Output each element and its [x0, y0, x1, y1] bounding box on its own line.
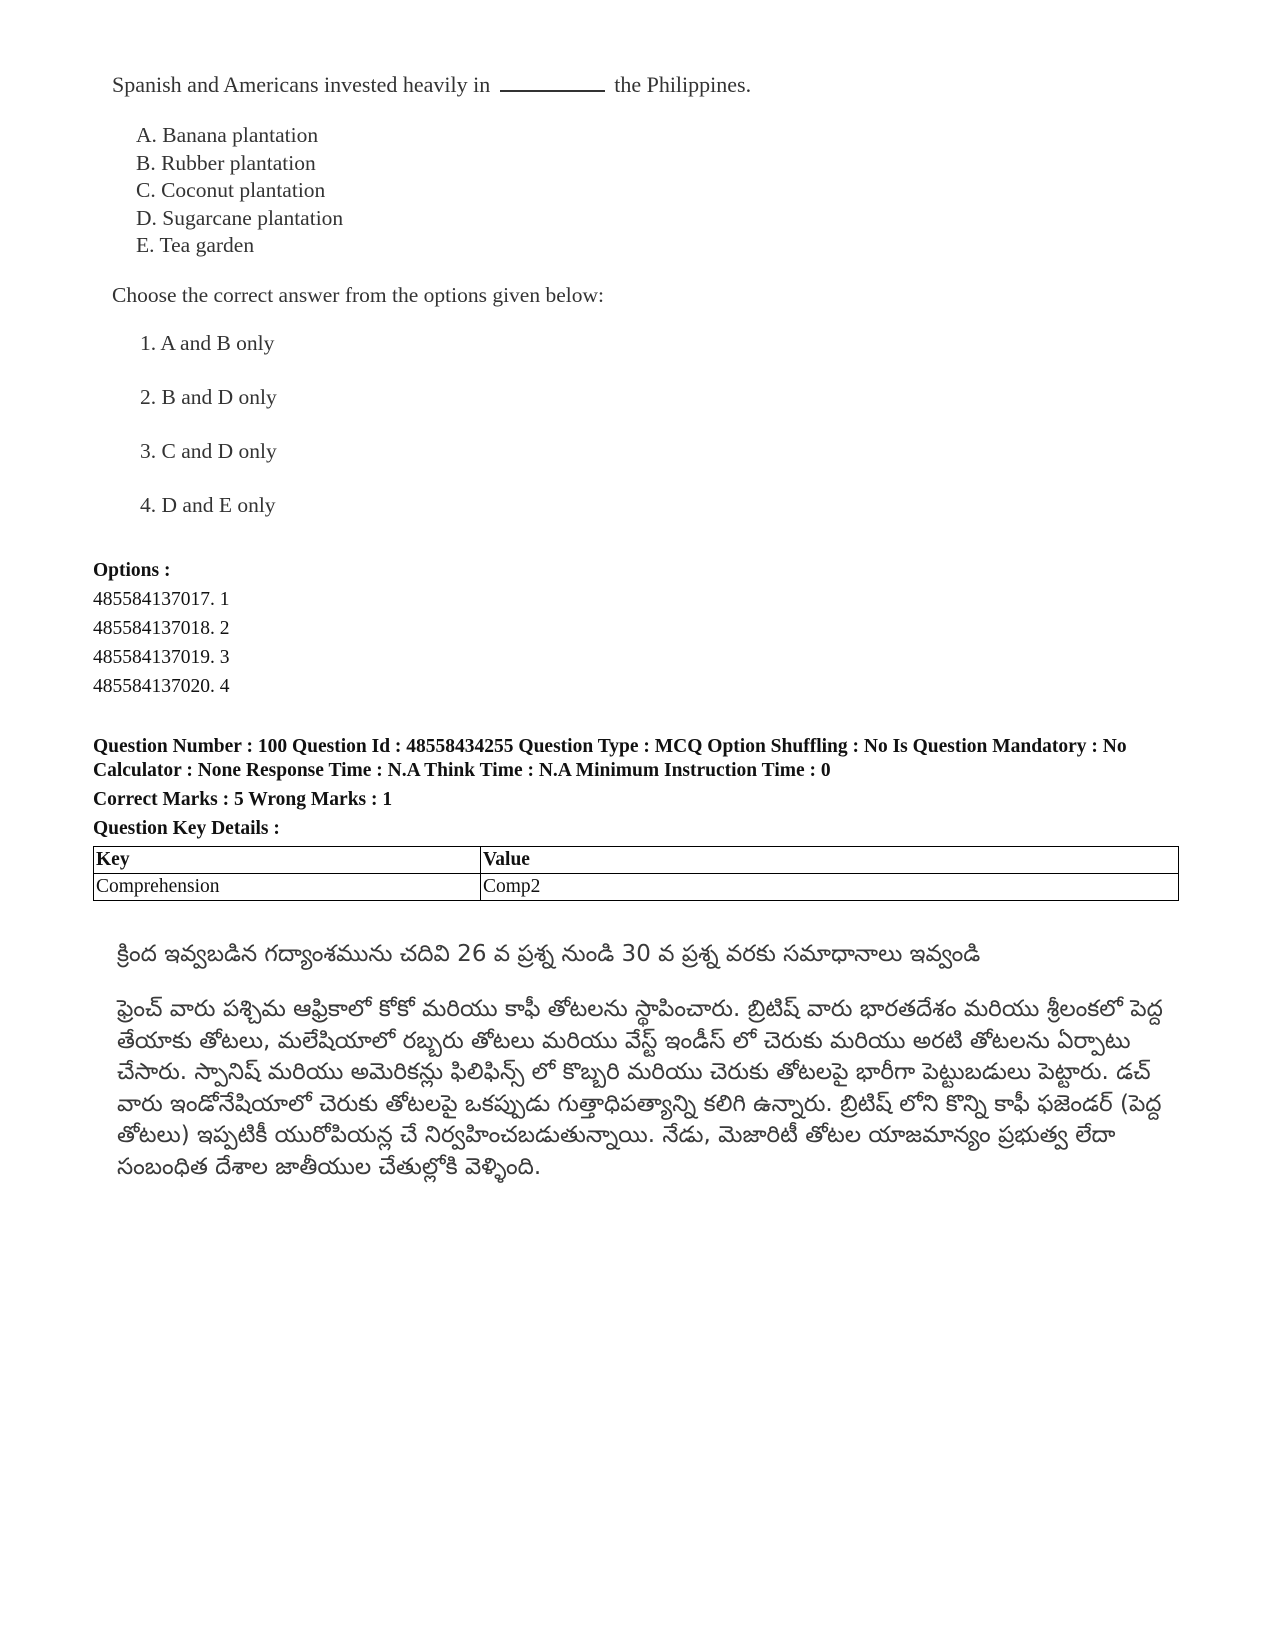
option-id-row: 485584137017. 1: [93, 589, 230, 610]
options-heading: Options :: [93, 560, 171, 581]
passage-instruction: క్రింద ఇవ్వబడిన గద్యాంశమును చదివి 26 వ ప్రశ్న నుండి 30 వ ప్రశ్న వరకు సమాధానాలు ఇవ్వండి: [117, 941, 981, 967]
option-id-row: 485584137020. 4: [93, 676, 230, 697]
column-header: Key: [94, 847, 481, 874]
question-image: [112, 70, 812, 544]
table-cell: Comp2: [481, 874, 1179, 901]
question-info: Question Number : 100 Question Id : 48558434255 Question Type : MCQ Option Shuffling : No Is Question Mandatory : No Calculator : None Response Time : N.A Think Time : N.A Minimum Instruction Time : 0: [93, 736, 1127, 781]
answer-item: 4. D and E only: [140, 492, 276, 517]
answer-item: 2. B and D only: [140, 384, 277, 409]
table-row: [94, 874, 1179, 901]
statement-list: [136, 122, 812, 260]
statement-item: E. Tea garden: [136, 233, 255, 257]
statement-item: A. Banana plantation: [136, 123, 319, 147]
choose-instruction: Choose the correct answer from the options given below:: [112, 282, 604, 307]
statement-item: D. Sugarcane plantation: [136, 205, 344, 230]
answer-list: [140, 328, 812, 544]
marks-info: Correct Marks : 5 Wrong Marks : 1: [93, 789, 393, 810]
statement-item: B. Rubber plantation: [136, 150, 316, 175]
key-details-table: [93, 846, 1179, 901]
statement-item: C. Coconut plantation: [136, 178, 326, 202]
question-metadata: [93, 735, 1203, 841]
column-header: Value: [481, 847, 1179, 874]
question-stem: [112, 70, 812, 100]
passage-body: ఫ్రెంచ్ వారు పశ్చిమ ఆఫ్రికాలో కోకో మరియు కాఫీ తోటలను స్థాపించారు. బ్రిటిష్ వారు భారతదేశం మరియు శ్రీలంకలో పెద్ద తేయాకు తోటలు, మలేషియాలో రబ్బరు తోటలు మరియు వేస్ట్ ఇండీస్ లో చెరుకు మరియు అరటి తోటలను ఏర్పాటు చేసారు. స్పానిష్ మరియు అమెరికన్లు ఫిలిఫిన్స్ లో కొబ్బరి మరియు చెరుకు తోటలపై భారీగా పెట్టుబడులు పెట్టారు. డచ్ వారు ఇండోనేషియాలో చెరుకు తోటలపై ఒకప్పుడు గుత్తాధిపత్యాన్ని కలిగి ఉన్నారు. బ్రిటిష్ లోని కొన్ని కాఫీ ఫజెండర్ (పెద్ద తోటలు) ఇప్పటికీ యురోపియన్ల చే నిర్వహించబడుతున్నాయి. నేడు, మెజారిటీ తోటల యాజమాన్యం ప్రభుత్వ లేదా సంబంధిత దేశాల జాతీయుల చేతుల్లోకి వెళ్ళింది.: [117, 996, 1163, 1180]
answer-item: 3. C and D only: [140, 438, 277, 463]
option-id-row: 485584137018. 2: [93, 618, 230, 639]
key-details-heading: Question Key Details :: [93, 818, 280, 839]
table-header-row: [94, 847, 1179, 874]
stem-after: the Philippines.: [614, 72, 752, 97]
answer-item: 1. A and B only: [140, 330, 275, 355]
comprehension-passage: [117, 938, 1167, 1183]
stem-before: Spanish and Americans invested heavily in: [112, 72, 491, 97]
table-cell: Comprehension: [94, 874, 481, 901]
option-id-row: 485584137019. 3: [93, 647, 230, 668]
answer-blank: [500, 72, 605, 92]
options-block: [93, 556, 230, 701]
